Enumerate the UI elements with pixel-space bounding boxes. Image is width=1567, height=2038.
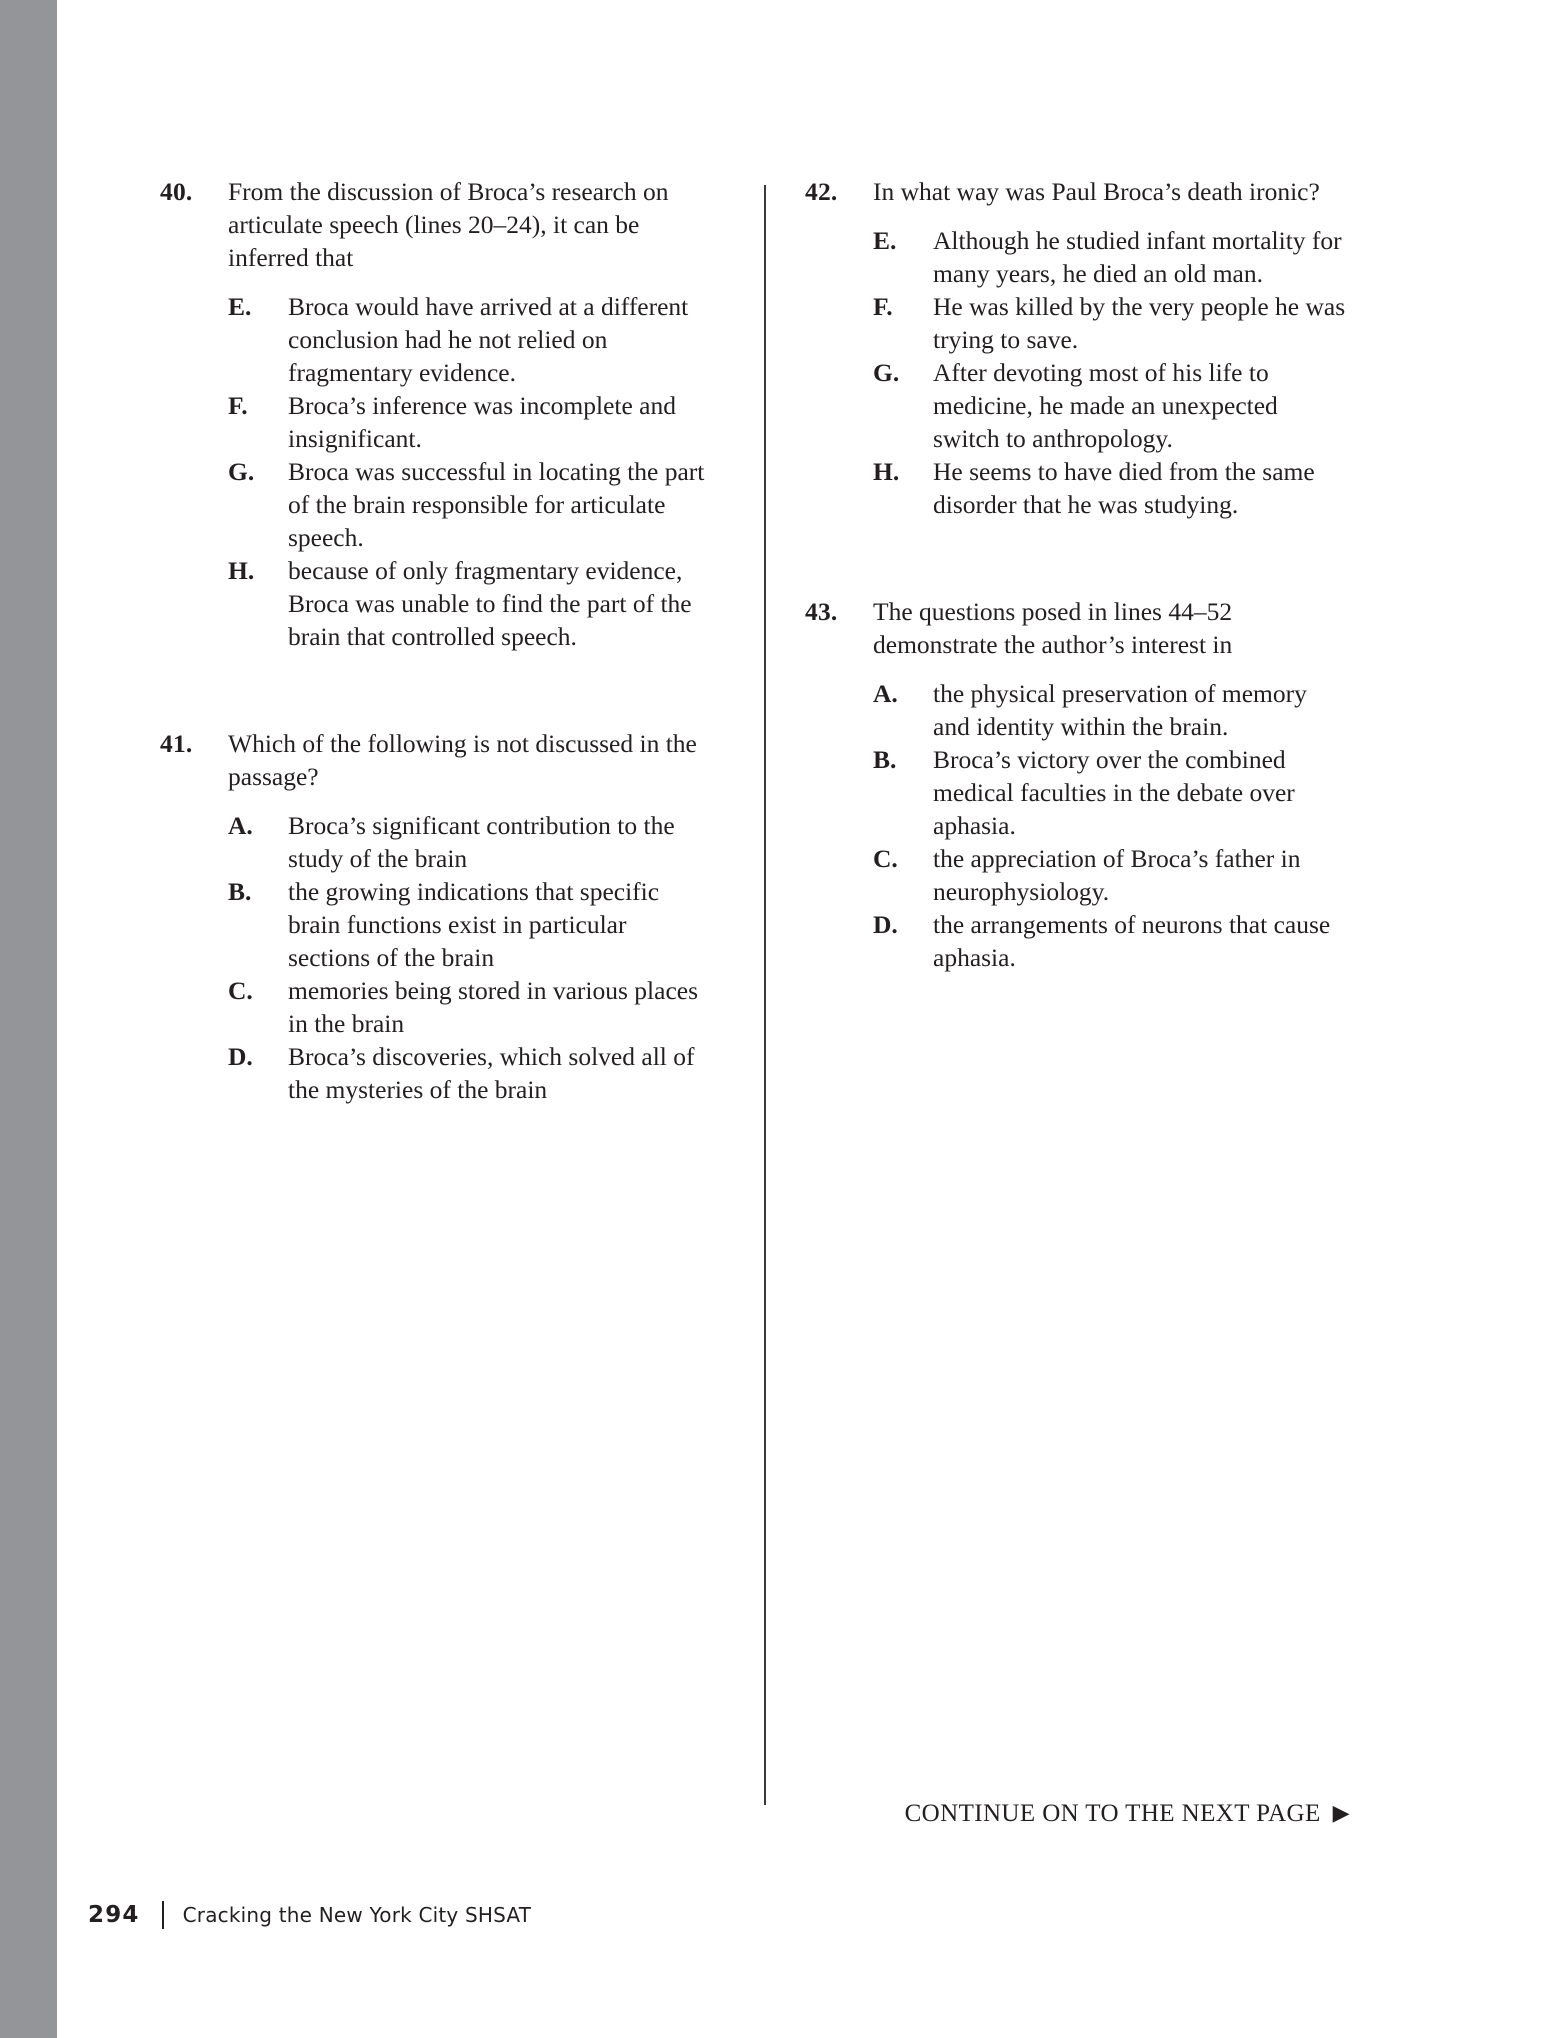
continue-notice (905, 1800, 1350, 1828)
book-title: Cracking the New York City SHSAT (182, 1903, 532, 1927)
question-43-choice-a[interactable] (873, 677, 1350, 743)
question-40 (160, 175, 705, 653)
question-42-choice-h[interactable] (873, 455, 1350, 521)
question-40-stem: From the discussion of Broca’s research on articulate speech (lines 20–24), it can be inferred that (228, 177, 669, 272)
page-number: 294 (88, 1902, 140, 1928)
choice-text: the arrangements of neurons that cause aphasia. (933, 910, 1331, 972)
question-40-header (160, 175, 705, 274)
question-spacer (160, 683, 705, 727)
question-43-header (805, 595, 1350, 661)
question-42-header (805, 175, 1350, 208)
question-40-choice-h[interactable] (228, 554, 705, 653)
question-41-choice-c[interactable] (228, 974, 705, 1040)
question-40-choices (160, 290, 705, 653)
right-column (805, 175, 1350, 1004)
continue-arrow-icon: ▶ (1332, 1800, 1350, 1825)
choice-letter: A. (873, 679, 898, 708)
choice-letter: E. (228, 292, 252, 321)
choice-text: Broca’s significant contribution to the study of the brain (288, 811, 675, 873)
choice-text: Broca’s discoveries, which solved all of the mysteries of the brain (288, 1042, 695, 1104)
choice-text: the appreciation of Broca’s father in neurophysiology. (933, 844, 1301, 906)
question-41-number: 41. (160, 729, 193, 758)
choice-letter: G. (873, 358, 900, 387)
choice-text: Broca’s inference was incomplete and insignificant. (288, 391, 677, 453)
question-41 (160, 727, 705, 1106)
choice-letter: B. (228, 877, 252, 906)
question-40-number: 40. (160, 177, 193, 206)
question-43-stem: The questions posed in lines 44–52 demonstrate the author’s interest in (873, 597, 1233, 659)
choice-letter: H. (873, 457, 900, 486)
choice-letter: A. (228, 811, 253, 840)
choice-text: the physical preservation of memory and identity within the brain. (933, 679, 1307, 741)
question-43-choice-b[interactable] (873, 743, 1350, 842)
choice-text: the growing indications that specific brain functions exist in particular sections of the brain (288, 877, 660, 972)
choice-text: He seems to have died from the same disorder that he was studying. (933, 457, 1315, 519)
question-40-choice-e[interactable] (228, 290, 705, 389)
choice-letter: E. (873, 226, 897, 255)
choice-letter: H. (228, 556, 255, 585)
choice-letter: C. (873, 844, 898, 873)
question-43-choice-d[interactable] (873, 908, 1350, 974)
question-41-choices (160, 809, 705, 1106)
question-42-choice-g[interactable] (873, 356, 1350, 455)
question-43 (805, 595, 1350, 974)
page-spine-bar (0, 0, 57, 2038)
choice-letter: D. (873, 910, 898, 939)
question-43-choice-c[interactable] (873, 842, 1350, 908)
question-43-choices (805, 677, 1350, 974)
choice-text: Broca was successful in locating the part of the brain responsible for articulate speech. (288, 457, 705, 552)
page-footer (88, 1898, 531, 1932)
question-columns (160, 175, 1350, 1735)
continue-label: CONTINUE ON TO THE NEXT PAGE (904, 1800, 1321, 1827)
question-40-choice-f[interactable] (228, 389, 705, 455)
question-40-choice-g[interactable] (228, 455, 705, 554)
question-41-choice-a[interactable] (228, 809, 705, 875)
question-41-stem: Which of the following is not discussed in the passage? (228, 729, 697, 791)
question-spacer (805, 551, 1350, 595)
choice-text: because of only fragmentary evidence, Broca was unable to find the part of the brain that controlled speech. (288, 556, 692, 651)
choice-letter: G. (228, 457, 255, 486)
question-42-stem: In what way was Paul Broca’s death ironic? (873, 177, 1320, 206)
choice-text: Broca’s victory over the combined medical faculties in the debate over aphasia. (933, 745, 1295, 840)
choice-letter: D. (228, 1042, 253, 1071)
choice-text: Although he studied infant mortality for many years, he died an old man. (933, 226, 1342, 288)
question-42 (805, 175, 1350, 521)
choice-letter: F. (873, 292, 893, 321)
question-42-choices (805, 224, 1350, 521)
choice-text: Broca would have arrived at a different conclusion had he not relied on fragmentary evidence. (288, 292, 689, 387)
choice-letter: C. (228, 976, 253, 1005)
question-43-number: 43. (805, 597, 838, 626)
question-42-choice-e[interactable] (873, 224, 1350, 290)
question-41-choice-d[interactable] (228, 1040, 705, 1106)
choice-letter: B. (873, 745, 897, 774)
choice-letter: F. (228, 391, 248, 420)
choice-text: He was killed by the very people he was trying to save. (933, 292, 1346, 354)
choice-text: memories being stored in various places in the brain (288, 976, 699, 1038)
footer-divider-rule (162, 1901, 164, 1929)
left-column (160, 175, 705, 1136)
question-42-choice-f[interactable] (873, 290, 1350, 356)
question-41-choice-b[interactable] (228, 875, 705, 974)
question-42-number: 42. (805, 177, 838, 206)
question-41-header (160, 727, 705, 793)
choice-text: After devoting most of his life to medicine, he made an unexpected switch to anthropology. (933, 358, 1278, 453)
